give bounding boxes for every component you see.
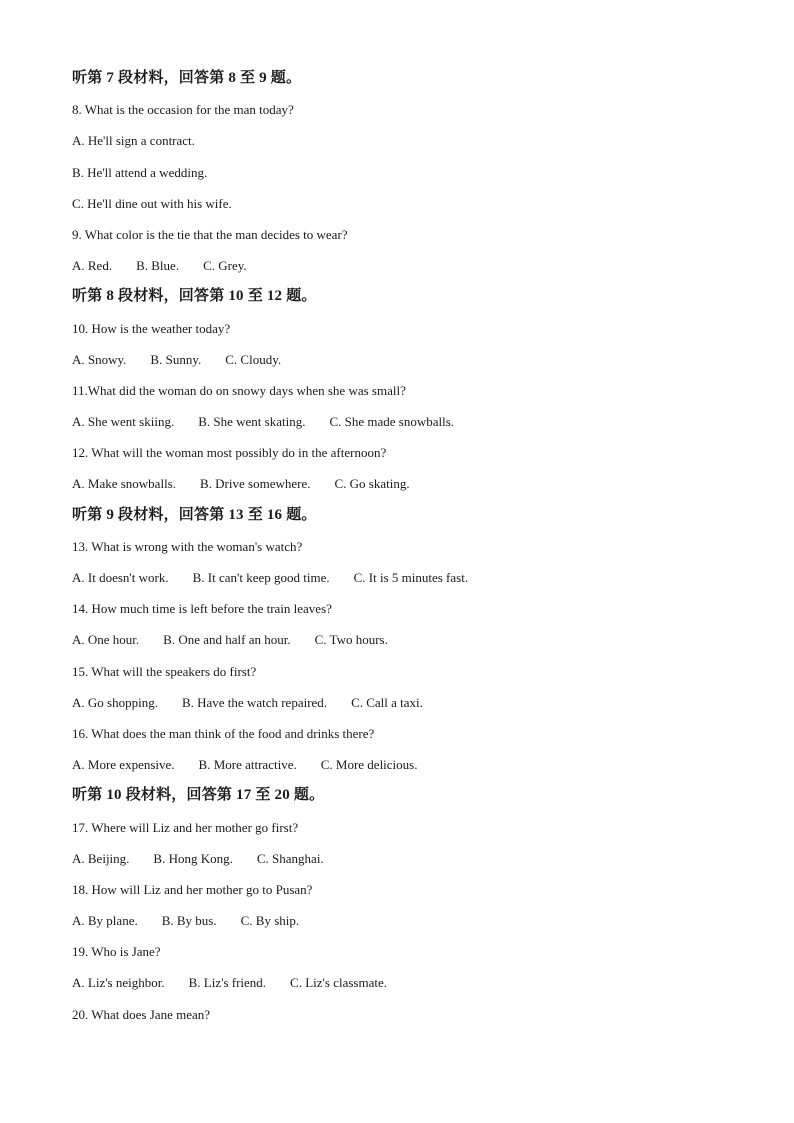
answer-options-row	[72, 250, 752, 281]
answer-option: B. Sunny.	[150, 351, 202, 367]
answer-option: C. Shanghai.	[256, 850, 324, 866]
question-text: 20. What does Jane mean?	[72, 1006, 211, 1022]
answer-option: C. She made snowballs.	[329, 414, 455, 430]
question-text: 16. What does the man think of the food and drinks there?	[72, 725, 375, 741]
answer-option: A. One hour.	[72, 632, 140, 648]
question-text: 18. How will Liz and her mother go to Pusan?	[72, 881, 313, 897]
answer-option: C. Two hours.	[314, 632, 388, 648]
question-text: 12. What will the woman most possibly do in the afternoon?	[72, 445, 387, 461]
answer-option: C. By ship.	[240, 913, 300, 929]
answer-option: C. It is 5 minutes fast.	[353, 570, 469, 585]
answer-option: C. Call a taxi.	[351, 694, 423, 710]
answer-option: B. Have the watch repaired.	[181, 694, 328, 710]
section-heading: 听第 10 段材料，回答第 17 至 20 题。	[72, 787, 325, 804]
answer-option: A. More expensive.	[72, 757, 175, 773]
answer-option: B. He'll attend a wedding.	[72, 164, 208, 180]
answer-options-row	[72, 967, 752, 998]
answer-option: C. Go skating.	[334, 476, 410, 492]
answer-options-row	[72, 406, 752, 437]
answer-options-row	[72, 344, 752, 375]
answer-option: A. Snowy.	[72, 351, 127, 367]
answer-option: A. Red.	[72, 258, 113, 274]
exam-page	[72, 63, 752, 1030]
question-text: 13. What is wrong with the woman's watch?	[72, 538, 303, 554]
answer-option: C. Liz's classmate.	[290, 975, 387, 991]
answer-option: A. She went skiing.	[72, 414, 175, 430]
question-text: 15. What will the speakers do first?	[72, 663, 257, 679]
answer-option: A. He'll sign a contract.	[72, 133, 195, 149]
question-text: 17. Where will Liz and her mother go first?	[72, 819, 299, 835]
question-text: 14. How much time is left before the train leaves?	[72, 601, 332, 617]
answer-options-row	[72, 905, 752, 936]
answer-option: B. One and half an hour.	[163, 632, 291, 648]
answer-option: B. She went skating.	[198, 414, 306, 430]
answer-option: A. By plane.	[72, 913, 138, 929]
question-text: 8. What is the occasion for the man today?	[72, 102, 294, 118]
answer-option: B. Drive somewhere.	[200, 476, 311, 492]
answer-option: A. Go shopping.	[72, 694, 158, 710]
answer-options-row	[72, 749, 752, 780]
answer-options-row	[72, 562, 752, 593]
question-text: 19. Who is Jane?	[72, 944, 161, 960]
answer-option: A. Liz's neighbor.	[72, 975, 165, 991]
answer-option: A. Beijing.	[72, 850, 130, 866]
section-heading: 听第 7 段材料，回答第 8 至 9 题。	[72, 70, 302, 86]
section-heading: 听第 8 段材料，回答第 10 至 12 题。	[72, 288, 317, 305]
answer-option: B. It can't keep good time.	[192, 570, 330, 585]
question-text: 10. How is the weather today?	[72, 320, 231, 336]
section-heading: 听第 9 段材料，回答第 13 至 16 题。	[72, 506, 317, 523]
answer-option: C. More delicious.	[320, 757, 418, 773]
answer-option: A. It doesn't work.	[72, 570, 169, 585]
answer-option: B. Blue.	[136, 258, 180, 274]
answer-option: B. Liz's friend.	[188, 975, 267, 991]
answer-option: C. Cloudy.	[225, 351, 282, 367]
answer-option: B. By bus.	[161, 913, 217, 929]
answer-option: B. Hong Kong.	[153, 850, 233, 866]
answer-options-row	[72, 687, 752, 718]
answer-option: B. More attractive.	[198, 757, 297, 773]
answer-options-row	[72, 468, 752, 499]
question-text: 11.What did the woman do on snowy days when she was small?	[72, 382, 406, 398]
answer-option: A. Make snowballs.	[72, 476, 176, 492]
answer-options-row	[72, 843, 752, 874]
question-text: 9. What color is the tie that the man decides to wear?	[72, 226, 348, 242]
answer-options-row	[72, 624, 752, 655]
answer-option: C. He'll dine out with his wife.	[72, 195, 232, 211]
answer-option: C. Grey.	[203, 258, 247, 274]
